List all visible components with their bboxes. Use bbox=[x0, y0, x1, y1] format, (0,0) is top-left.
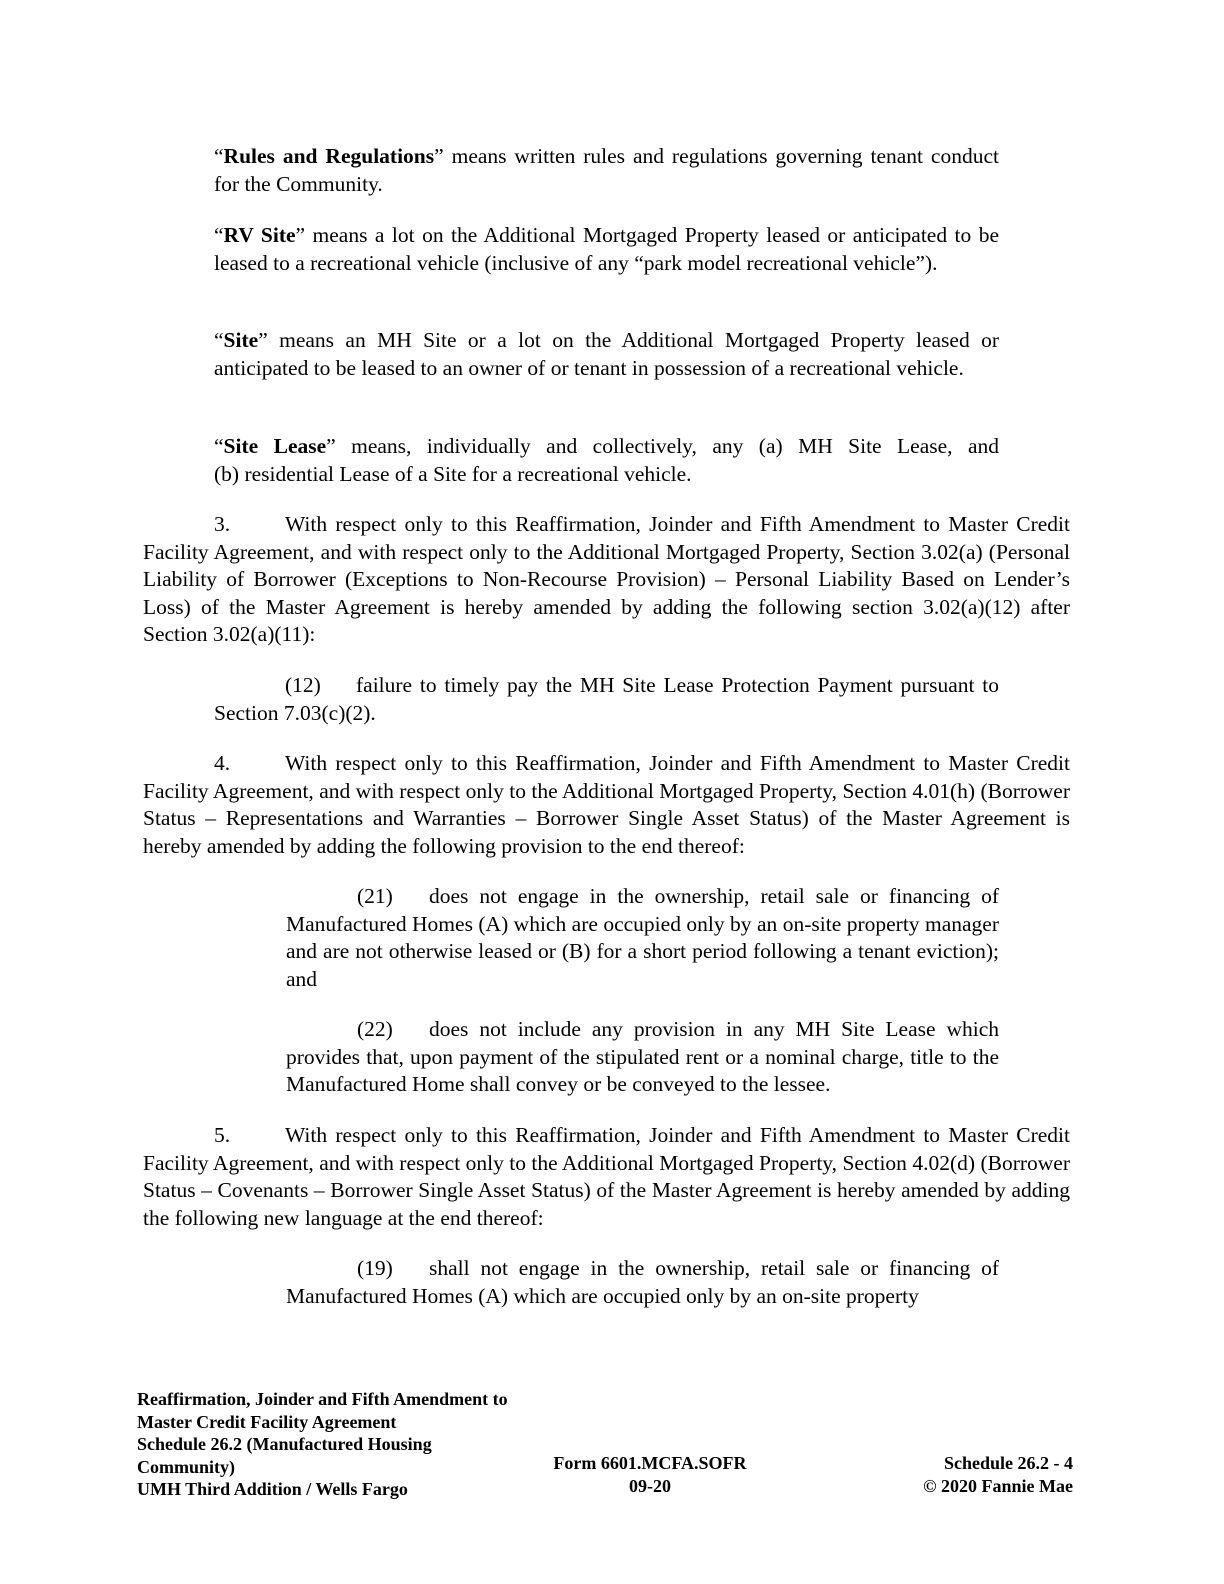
definition-text: means written rules and regulations governing tenant conduct for the Community. bbox=[214, 144, 999, 196]
definition-rv-site: “RV Site” means a lot on the Additional Mortgaged Property leased or anticipated to be leased to a recreational vehicle (inclusive of any “park model recreational vehicle”). bbox=[214, 223, 1000, 275]
item-number: (22) bbox=[357, 1017, 393, 1041]
definition-rules-and-regulations: “Rules and Regulations” means written rules and regulations governing tenant conduct for the Community. bbox=[214, 144, 999, 196]
definition-text: means, individually and collectively, any (a) MH Site Lease, and (b) residential Lease of a Site for a recreational vehicle. bbox=[214, 434, 999, 486]
defined-term: Site Lease bbox=[223, 434, 327, 458]
item-text: does not engage in the ownership, retail sale or financing of Manufactured Homes (A) which are occupied only by an on-site property manager and are not otherwise leased or (B) for a short period following a tenant eviction); and bbox=[286, 884, 999, 991]
item-number: (12) bbox=[285, 673, 321, 697]
defined-term: Site bbox=[223, 328, 259, 352]
definition-text: means an MH Site or a lot on the Additional Mortgaged Property leased or anticipated to be leased to an owner of or tenant in possession of a recreational vehicle. bbox=[214, 328, 999, 380]
footer-document-title bbox=[137, 1388, 557, 1501]
paragraph-text: With respect only to this Reaffirmation, Joinder and Fifth Amendment to Master Credit Facility Agreement, and with respect only to the Additional Mortgaged Property, Section 4.02(d) (Borrower Status – Covenants – Borrower Single Asset Status) of the Master Agreement is hereby amended by adding the following new language at the end thereof: bbox=[143, 1123, 1070, 1230]
paragraph-number: 4. bbox=[214, 751, 231, 775]
item-number: (21) bbox=[357, 884, 393, 908]
paragraph-5 bbox=[143, 1122, 1070, 1232]
paragraph-number: 5. bbox=[214, 1123, 231, 1147]
paragraph-3 bbox=[143, 511, 1070, 649]
defined-term: Rules and Regulations bbox=[223, 144, 435, 168]
item-text: shall not engage in the ownership, retail sale or financing of Manufactured Homes (A) which are occupied only by an on-site property bbox=[286, 1256, 999, 1308]
paragraph-4 bbox=[143, 750, 1070, 860]
footer-line: Schedule 26.2 (Manufactured Housing bbox=[137, 1434, 432, 1454]
footer-form-number bbox=[520, 1452, 780, 1497]
item-number: (19) bbox=[357, 1256, 393, 1280]
footer-page-number bbox=[880, 1452, 1073, 1497]
paragraph-number: 3. bbox=[214, 512, 231, 536]
paragraph-text: With respect only to this Reaffirmation, Joinder and Fifth Amendment to Master Credit Facility Agreement, and with respect only to the Additional Mortgaged Property, Section 4.01(h) (Borrower Status – Representations and Warranties – Borrower Single Asset Status) of the Master Agreement is hereby amended by adding the following provision to the end thereof: bbox=[143, 751, 1070, 858]
item-21 bbox=[286, 883, 999, 993]
item-text: failure to timely pay the MH Site Lease Protection Payment pursuant to Section 7.03(c)(2). bbox=[214, 673, 999, 725]
item-text: does not include any provision in any MH Site Lease which provides that, upon payment of the stipulated rent or a nominal charge, title to the Manufactured Home shall convey or be conveyed to the lessee. bbox=[286, 1017, 999, 1096]
footer-line: Community) bbox=[137, 1456, 235, 1477]
footer-line: Form 6601.MCFA.SOFR bbox=[553, 1453, 747, 1473]
definition-site: “Site” means an MH Site or a lot on the Additional Mortgaged Property leased or anticipated to be leased to an owner of or tenant in possession of a recreational vehicle. bbox=[214, 328, 999, 380]
footer-line: UMH Third Addition / Wells Fargo bbox=[137, 1479, 408, 1499]
item-19 bbox=[286, 1255, 999, 1310]
footer-line: Reaffirmation, Joinder and Fifth Amendment to bbox=[137, 1389, 508, 1409]
defined-term: RV Site bbox=[223, 223, 296, 247]
definition-site-lease: “Site Lease” means, individually and collectively, any (a) MH Site Lease, and (b) residential Lease of a Site for a recreational vehicle. bbox=[214, 434, 999, 486]
paragraph-text: With respect only to this Reaffirmation, Joinder and Fifth Amendment to Master Credit Facility Agreement, and with respect only to the Additional Mortgaged Property, Section 3.02(a) (Personal Liability of Borrower (Exceptions to Non-Recourse Provision) – Personal Liability Based on Lender’s Loss) of the Master Agreement is hereby amended by adding the following section 3.02(a)(12) after Section 3.02(a)(11): bbox=[143, 512, 1070, 646]
footer-line: Schedule 26.2 - 4 bbox=[943, 1453, 1073, 1473]
item-12 bbox=[214, 672, 999, 727]
footer-line: 09-20 bbox=[629, 1475, 671, 1496]
footer-line: © 2020 Fannie Mae bbox=[923, 1475, 1073, 1496]
item-22 bbox=[286, 1016, 999, 1099]
definition-text: means a lot on the Additional Mortgaged Property leased or anticipated to be leased to a recreational vehicle (inclusive of any “park model recreational vehicle”). bbox=[214, 223, 1000, 275]
footer-line: Master Credit Facility Agreement bbox=[137, 1411, 397, 1432]
